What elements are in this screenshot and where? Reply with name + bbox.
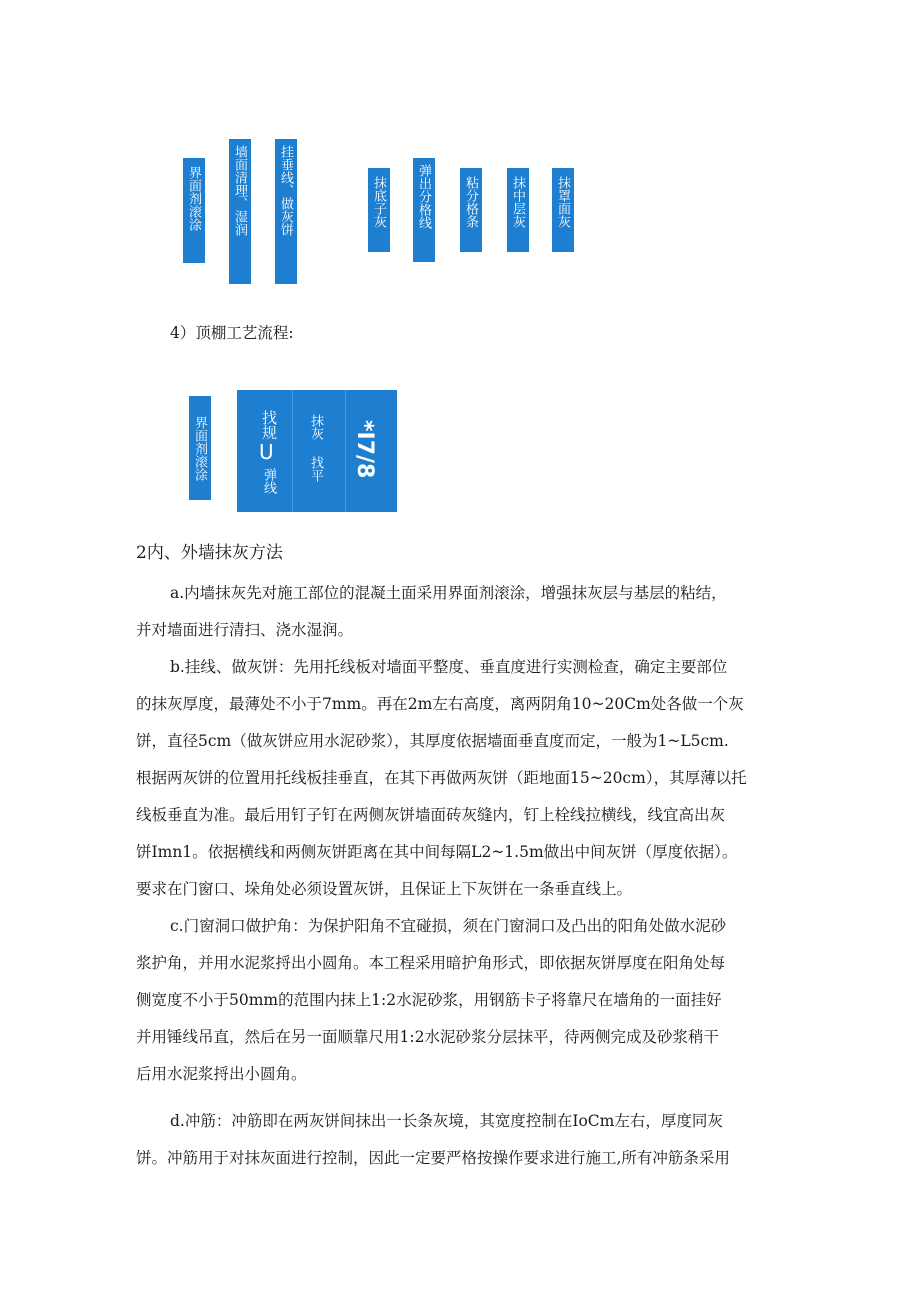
text-line: 饼，直径5cm（做灰饼应用水泥砂浆），其厚度依据墙面垂直度而定，一般为1~L5cm. xyxy=(136,732,729,750)
text-line: a.内墙抹灰先对施工部位的混凝土面采用界面剂滚涂，增强抹灰层与基层的粘结， xyxy=(170,584,727,602)
flow-step-box xyxy=(183,158,205,263)
flow-step-box xyxy=(368,168,390,252)
flow-step-box xyxy=(460,168,482,252)
text-line: 并对墙面进行清扫、浇水湿润。 xyxy=(136,621,354,639)
flow-step-label: 界面剂滚涂 xyxy=(186,166,201,231)
flow-step-box xyxy=(413,158,435,262)
text-line: c.门窗洞口做护角：为保护阳角不宜碰损，须在门窗洞口及凸出的阳角处做水泥砂 xyxy=(170,917,727,935)
text-line: 要求在门窗口、垛角处必须设置灰饼，且保证上下灰饼在一条垂直线上。 xyxy=(136,880,633,898)
flow-divider xyxy=(292,390,293,512)
section-heading: 2内、外墙抹灰方法 xyxy=(136,543,283,563)
text-line: 并用锤线吊直，然后在另一面顺靠尺用1:2水泥砂浆分层抹平，待两侧完成及砂浆稍干 xyxy=(136,1028,719,1046)
text-line: b.挂线、做灰饼：先用托线板对墙面平整度、垂直度进行实测检查，确定主要部位 xyxy=(170,658,728,676)
text-line: 后用水泥浆捋出小圆角。 xyxy=(136,1065,307,1083)
flow-step-box-large xyxy=(237,390,397,512)
flow-step-box xyxy=(507,168,529,252)
flow-step-box xyxy=(189,396,211,500)
text-line: d.冲筋：冲筋即在两灰饼间抹出一长条灰境，其宽度控制在IoCm左右，厚度同灰 xyxy=(170,1112,723,1130)
text-line: 饼Imn1。依据横线和两侧灰饼距离在其中间每隔L2~1.5m做出中间灰饼（厚度依据）。 xyxy=(136,843,738,861)
flow-step-label: 墙面清理、湿润 xyxy=(232,145,247,236)
text-line: 线板垂直为准。最后用钉子钉在两侧灰饼墙面砖灰缝内，钉上栓线拉横线，线宜高出灰 xyxy=(136,806,726,824)
flow-step-label: 找规 xyxy=(260,410,278,440)
flow-step-symbol: U xyxy=(259,440,274,464)
flow-step-label: 弹出分格线 xyxy=(416,164,431,229)
flow-step-label: 弹线 xyxy=(261,468,276,494)
flow-step-box xyxy=(229,139,251,284)
text-line: 根据两灰饼的位置用托线板挂垂直，在其下再做两灰饼（距地面15~20cm），其厚薄以托 xyxy=(136,769,747,787)
flow-step-box xyxy=(275,139,297,284)
text-line: 侧宽度不小于50mm的范围内抹上1:2水泥砂浆，用钢筋卡子将靠尺在墙角的一面挂好 xyxy=(136,991,722,1009)
flow-step-label: 抹底子灰 xyxy=(371,176,386,228)
flow-step-label: 界面剂滚涂 xyxy=(192,416,207,481)
flow-step-label: 抹罩面灰 xyxy=(555,176,570,228)
flow-step-label: 找平 xyxy=(308,456,323,482)
section-label-ceiling: 4）顶棚工艺流程: xyxy=(170,324,294,342)
flow-step-box xyxy=(552,168,574,252)
text-line: 饼。冲筋用于对抹灰面进行控制，因此一定要严格按操作要求进行施工,所有冲筋条采用 xyxy=(136,1149,730,1167)
flow-step-label: 挂垂线、做灰饼 xyxy=(278,145,293,236)
flow-step-label: 抹灰 xyxy=(308,414,323,440)
flow-step-symbol: *I7/8 xyxy=(352,420,377,479)
flow-step-label: 抹中层灰 xyxy=(510,176,525,228)
text-line: 的抹灰厚度，最薄处不小于7mm。再在2m左右高度，离两阴角10~20Cm处各做一个灰 xyxy=(136,695,744,713)
flow-step-label: 粘分格条 xyxy=(463,176,478,228)
flow-divider xyxy=(345,390,346,512)
text-line: 浆护角，并用水泥浆捋出小圆角。本工程采用暗护角形式，即依据灰饼厚度在阳角处每 xyxy=(136,954,726,972)
